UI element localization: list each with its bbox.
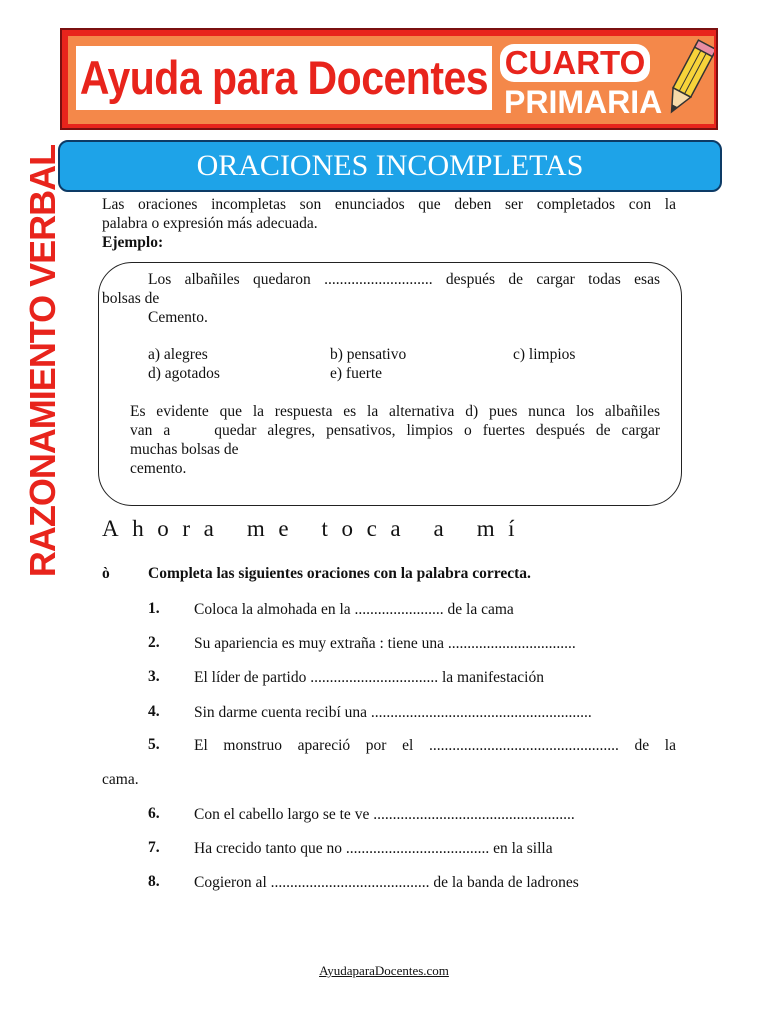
option-a: a) alegres bbox=[148, 346, 208, 363]
explanation-line-1: Es evidente que la respuesta es la alternativa d) pues nunca los albañiles bbox=[130, 403, 660, 420]
grade-top: CUARTO bbox=[500, 44, 650, 82]
practice-heading: Ahora me toca a mí bbox=[102, 516, 529, 541]
example-sentence-line-1: Los albañiles quedaron ............................ después de cargar todas esas bbox=[148, 271, 660, 288]
item-text: Sin darme cuenta recibí una ......................................................... bbox=[194, 704, 592, 721]
grade-badge bbox=[500, 40, 663, 120]
instruction-bullet: ò bbox=[102, 565, 110, 582]
explanation-line-4: cemento. bbox=[130, 460, 187, 477]
item-number: 2. bbox=[148, 634, 160, 651]
item-text: Con el cabello largo se te ve .................................................... bbox=[194, 806, 575, 823]
item-text: Cogieron al ......................................... de la banda de ladrones bbox=[194, 874, 579, 891]
item-number: 8. bbox=[148, 873, 160, 890]
item-text: Ha crecido tanto que no ..................................... en la silla bbox=[194, 840, 553, 857]
item-text: El monstruo apareció por el ................................................. de la bbox=[194, 737, 676, 754]
brand-title: Ayuda para Docentes bbox=[79, 51, 489, 105]
side-label-text: RAZONAMIENTO VERBAL bbox=[22, 144, 63, 578]
page-title: ORACIONES INCOMPLETAS bbox=[58, 140, 722, 192]
example-sentence-line-3: Cemento. bbox=[148, 309, 208, 326]
item-number: 6. bbox=[148, 805, 160, 822]
item-number: 4. bbox=[148, 703, 160, 720]
item-text: Coloca la almohada en la ....................... de la cama bbox=[194, 601, 514, 618]
item-text: Su apariencia es muy extraña : tiene una ................................. bbox=[194, 635, 576, 652]
explanation-line-3: muchas bolsas de bbox=[130, 441, 239, 458]
grade-bottom: PRIMARIA bbox=[504, 84, 663, 120]
item-continuation: cama. bbox=[102, 771, 139, 788]
option-d: d) agotados bbox=[148, 365, 220, 382]
banner-background bbox=[68, 36, 714, 124]
option-c: c) limpios bbox=[513, 346, 576, 363]
explanation-line-2: van a quedar alegres, pensativos, limpios o fuertes después de cargar bbox=[130, 422, 660, 439]
item-number: 3. bbox=[148, 668, 160, 685]
header-banner bbox=[60, 28, 718, 130]
example-label: Ejemplo: bbox=[102, 234, 164, 251]
item-number: 7. bbox=[148, 839, 160, 856]
intro-line-1: Las oraciones incompletas son enunciados que deben ser completados con la bbox=[102, 196, 676, 213]
footer-link[interactable]: AyudaparaDocentes.com bbox=[319, 963, 449, 978]
option-e: e) fuerte bbox=[330, 365, 383, 382]
item-number: 1. bbox=[148, 600, 160, 617]
option-b: b) pensativo bbox=[330, 346, 407, 363]
pencil-icon bbox=[662, 38, 714, 124]
instruction-text: Completa las siguientes oraciones con la palabra correcta. bbox=[148, 565, 531, 582]
example-sentence-line-2: bolsas de bbox=[102, 290, 160, 307]
intro-line-2: palabra o expresión más adecuada. bbox=[102, 215, 318, 232]
side-label bbox=[20, 144, 66, 578]
item-text: El líder de partido ................................. la manifestación bbox=[194, 669, 544, 686]
item-number: 5. bbox=[148, 736, 160, 753]
